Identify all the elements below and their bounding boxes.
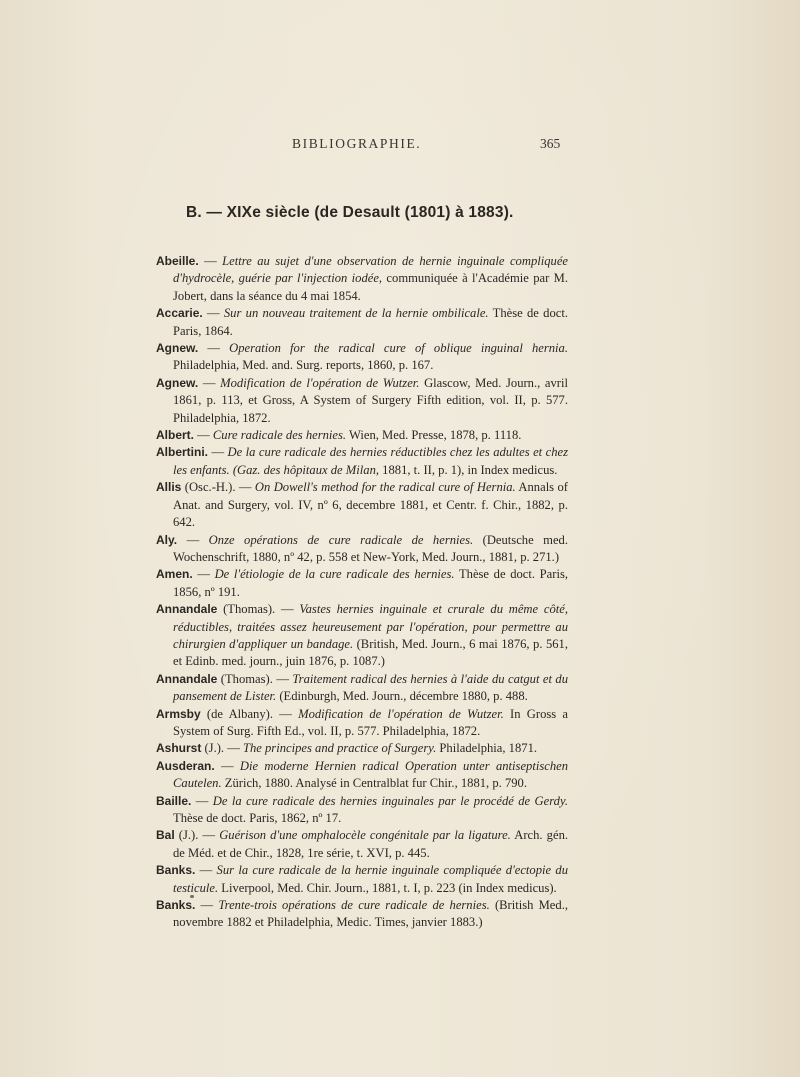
bibliography-entry bbox=[156, 758, 568, 793]
entry-publication: Glascow, Med. Journ., avril 1861, p. 113, et Gross, A System of Surgery Fifth edition, vol. II, p. 577. Philadelphia, 1872. bbox=[173, 375, 569, 425]
ink-speck bbox=[190, 895, 194, 898]
bibliography-entry bbox=[156, 793, 568, 828]
entry-separator: — bbox=[177, 532, 209, 547]
entry-publication: (British Med., novembre 1882 et Philadelphia, Medic. Times, janvier 1883.) bbox=[173, 898, 568, 930]
entry-publication: Zürich, 1880. Analysé in Centralblat fur Chir., 1881, p. 790. bbox=[221, 776, 527, 791]
entry-separator: — bbox=[235, 480, 255, 495]
entry-separator: — bbox=[192, 567, 215, 582]
entry-title: The principes and practice of Surgery. bbox=[242, 741, 437, 756]
entry-publication: Thèse de doct. Paris, 1856, nº 191. bbox=[173, 567, 568, 599]
entry-author: Albertini. bbox=[156, 445, 209, 460]
entry-separator: — bbox=[195, 898, 219, 913]
entry-separator: — bbox=[208, 445, 228, 460]
entry-separator: — bbox=[195, 863, 217, 878]
entry-publication: Philadelphia, Med. and. Surg. reports, 1860, p. 167. bbox=[173, 358, 434, 373]
entry-title: Trente-trois opérations de cure radicale de hernies. bbox=[218, 898, 490, 913]
entry-separator: — bbox=[272, 706, 299, 721]
entry-author: Accarie. bbox=[156, 306, 203, 321]
section-heading bbox=[0, 204, 800, 228]
entry-publication: Liverpool, Med. Chir. Journ., 1881, t. I, p. 223 (in Index medicus). bbox=[218, 880, 557, 895]
entry-author: Banks. bbox=[156, 863, 196, 878]
entry-author: Amen. bbox=[156, 567, 193, 582]
entry-title: Traitement radical des hernies à l'aide du catgut et du pansement de Lister. bbox=[173, 671, 569, 704]
bibliography-entry bbox=[156, 862, 568, 897]
entry-title: Sur un nouveau traitement de la hernie ombilicale. bbox=[223, 306, 489, 321]
entry-author: Agnew. bbox=[156, 341, 199, 356]
entry-author: Allis bbox=[156, 480, 182, 495]
entry-publication: (Edinburgh, Med. Journ., décembre 1880, p. 488. bbox=[276, 689, 528, 704]
entry-title: Modification de l'opération de Wutzer. bbox=[220, 375, 420, 390]
entry-author: Annandale bbox=[156, 671, 218, 686]
entry-publication: (British, Med. Journ., 6 mai 1876, p. 561, et Edinb. med. journ., juin 1876, p. 1087.) bbox=[173, 636, 568, 669]
bibliography-entry bbox=[156, 532, 568, 567]
entry-separator: — bbox=[224, 741, 243, 756]
entry-separator: — bbox=[214, 758, 240, 773]
entry-title: Cure radicale des hernies. bbox=[212, 428, 347, 443]
entry-title: Sur la cure radicale de la hernie inguinale compliquée d'ectopie du testicule. bbox=[173, 863, 568, 895]
bibliography-entry bbox=[156, 305, 568, 340]
entry-author-qualifier: (de Albany). bbox=[200, 706, 273, 721]
entry-publication: communiquée à l'Académie par M. Jobert, dans la séance du 4 mai 1854. bbox=[173, 271, 569, 303]
entry-publication: Thèse de doct. Paris, 1862, nº 17. bbox=[173, 811, 342, 825]
entry-author-qualifier: (J.). bbox=[201, 741, 225, 756]
entry-publication: Philadelphia, 1871. bbox=[436, 741, 538, 756]
entry-title: Die moderne Hernien radical Operation unter antiseptischen Cautelen. bbox=[173, 758, 568, 791]
entry-title: Vastes hernies inguinale et crurale du même côté, réductibles, traitées assez heureusement par l'opération, pour permettre au chirurgien d'appliquer un bandage. bbox=[173, 602, 568, 651]
entry-separator: — bbox=[198, 375, 221, 390]
entry-author: Agnew. bbox=[156, 375, 199, 390]
running-head bbox=[0, 136, 800, 156]
entry-title: Lettre au sujet d'une observation de hernie inguinale compliquée d'hydrocèle, guérie par l'injection iodée, bbox=[173, 254, 569, 286]
entry-author-qualifier: (Thomas). bbox=[217, 602, 276, 617]
entry-separator: — bbox=[202, 306, 224, 321]
entry-author: Banks. bbox=[156, 898, 196, 913]
entry-author-qualifier: (Osc.-H.). bbox=[181, 480, 236, 495]
entry-author-qualifier: (Thomas). bbox=[217, 671, 273, 686]
entry-title: Onze opérations de cure radicale de hernies. bbox=[208, 532, 474, 547]
entry-publication: (Deutsche med. Wochenschrift, 1880, nº 42, p. 558 et New-York, Med. Journ., 1881, p. 271.) bbox=[173, 532, 568, 564]
bibliography-entry bbox=[156, 444, 568, 479]
bibliography-entry bbox=[156, 671, 568, 706]
section-heading-text: B. — XIXe siècle (de Desault (1801) à 1883). bbox=[186, 204, 514, 221]
entry-separator: — bbox=[191, 793, 213, 808]
entry-author: Bal bbox=[156, 828, 175, 843]
page-number: 365 bbox=[540, 136, 561, 151]
entry-separator: — bbox=[272, 671, 293, 686]
entry-separator: — bbox=[275, 602, 300, 617]
entry-title: De la cure radicale des hernies réductibles chez les adultes et chez les enfants. (Gaz. des hôpitaux de Milan, bbox=[173, 445, 568, 477]
entry-title: De la cure radicale des hernies inguinales par le procédé de Gerdy. bbox=[212, 793, 568, 808]
entry-publication: Wien, Med. Presse, 1878, p. 1118. bbox=[346, 428, 522, 443]
entry-title: Modification de l'opération de Wutzer. bbox=[298, 706, 504, 721]
entry-separator: — bbox=[198, 254, 223, 268]
entry-separator: — bbox=[198, 828, 220, 843]
entry-author: Ausderan. bbox=[156, 758, 215, 773]
bibliography-entry bbox=[156, 479, 568, 531]
running-title: BIBLIOGRAPHIE. bbox=[292, 136, 422, 151]
bibliography-entry bbox=[156, 601, 568, 671]
entry-title: Guérison d'une omphalocèle congénitale par la ligature. bbox=[219, 828, 511, 843]
entry-publication: Arch. gén. de Méd. et de Chir., 1828, 1re série, t. XVI, p. 445. bbox=[173, 828, 569, 860]
bibliography-entry bbox=[156, 253, 568, 305]
bibliography-entry bbox=[156, 897, 568, 932]
bibliography-entry bbox=[156, 706, 568, 741]
entry-author: Armsby bbox=[156, 706, 201, 721]
entry-author: Baille. bbox=[156, 793, 192, 808]
entry-separator: — bbox=[198, 341, 230, 356]
bibliography-list bbox=[156, 253, 568, 932]
entry-author: Aly. bbox=[156, 532, 178, 547]
bibliography-entry bbox=[156, 375, 568, 427]
entry-publication: Thèse de doct. Paris, 1864. bbox=[173, 306, 568, 338]
entry-publication: In Gross a System of Surg. Fifth Ed., vol. II, p. 577. Philadelphia, 1872. bbox=[173, 706, 568, 738]
entry-author: Ashurst bbox=[156, 741, 202, 756]
entry-publication: 1881, t. II, p. 1), in Index medicus. bbox=[379, 462, 558, 477]
entry-separator: — bbox=[194, 428, 213, 443]
bibliography-entry bbox=[156, 340, 568, 375]
entry-title: On Dowell's method for the radical cure of Hernia. bbox=[254, 480, 516, 495]
entry-title: De l'étiologie de la cure radicale des hernies. bbox=[214, 567, 455, 582]
entry-author: Abeille. bbox=[156, 254, 199, 268]
entry-author-qualifier: (J.). bbox=[174, 828, 199, 843]
bibliography-entry bbox=[156, 827, 568, 862]
entry-author: Albert. bbox=[156, 428, 195, 443]
entry-publication: Annals of Anat. and Surgery, vol. IV, nº 6, decembre 1881, et Centr. f. Chir., 1882, p. 642. bbox=[173, 480, 568, 530]
entry-title: Operation for the radical cure of oblique inguinal hernia. bbox=[229, 341, 568, 356]
entry-author: Annandale bbox=[156, 602, 218, 617]
bibliography-entry bbox=[156, 566, 568, 601]
bibliography-entry bbox=[156, 427, 568, 444]
bibliography-entry bbox=[156, 740, 568, 757]
